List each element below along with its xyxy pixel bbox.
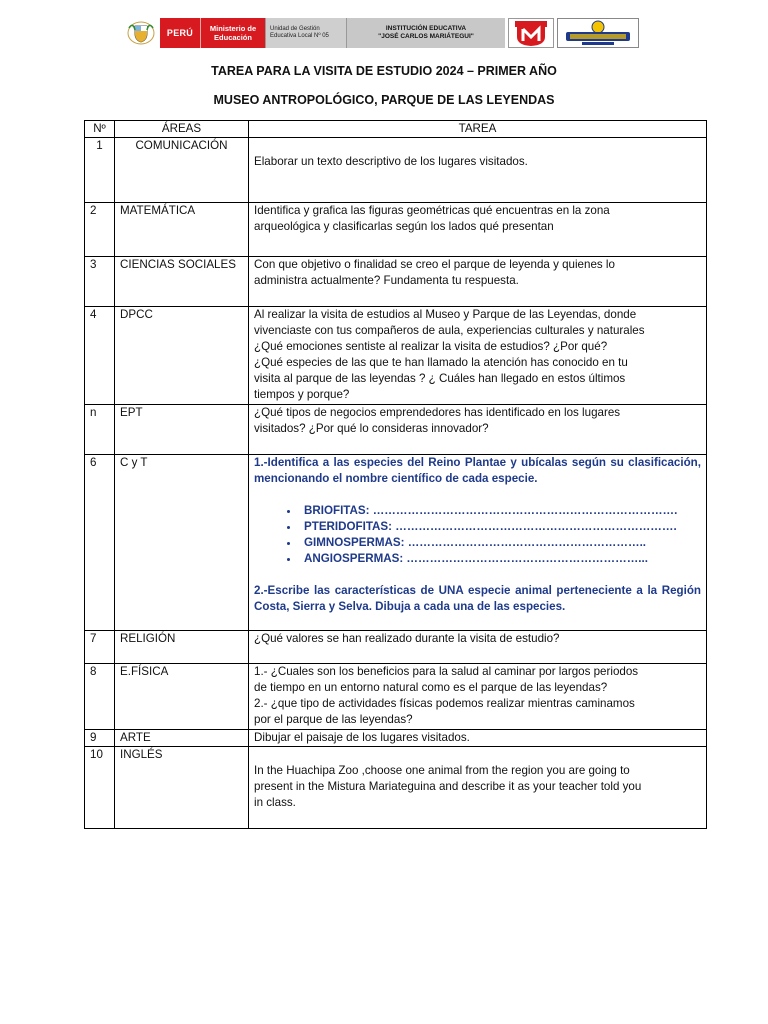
row-num: 10: [85, 747, 115, 829]
row-tarea: [249, 307, 707, 405]
table-row: [85, 455, 707, 631]
ie-line2: "JOSÉ CARLOS MARIÁTEGUI": [378, 33, 474, 40]
tarea-line: Con que objetivo o finalidad se creo el parque de leyenda y quienes lo: [254, 258, 615, 271]
peru-label: PERÚ: [160, 18, 200, 48]
row-num: 3: [85, 257, 115, 307]
table-row: [85, 307, 707, 405]
tarea-line: present in the Mistura Mariateguina and describe it as your teacher told you: [254, 780, 642, 793]
ministerio-label: [200, 18, 265, 48]
tarea-line: in class.: [254, 796, 296, 809]
row-area: MATEMÁTICA: [115, 203, 249, 257]
row-num: 2: [85, 203, 115, 257]
row-tarea: ¿Qué valores se han realizado durante la visita de estudio?: [249, 631, 707, 664]
page-subtitle: MUSEO ANTROPOLÓGICO, PARQUE DE LAS LEYENDAS: [213, 93, 555, 107]
row-tarea: Dibujar el paisaje de los lugares visitados.: [249, 730, 707, 747]
institucion-label: [346, 18, 505, 48]
row-tarea: [249, 664, 707, 730]
row-num: 1: [85, 138, 115, 203]
row-area: EPT: [115, 405, 249, 455]
cyt-question-2: 2.-Escribe las características de UNA especie animal perteneciente a la Región Costa, Sierra y Selva. Dibuja a cada una de las especies.: [254, 584, 701, 613]
tarea-line: Al realizar la visita de estudios al Museo y Parque de las Leyendas, donde: [254, 308, 637, 321]
row-area: RELIGIÓN: [115, 631, 249, 664]
tarea-line: administra actualmente? Fundamenta tu respuesta.: [254, 274, 519, 287]
list-item: • PTERIDOFITAS: ……………………………………………………………….: [300, 519, 701, 535]
table-row: [85, 405, 707, 455]
peru-coat-of-arms-icon: [122, 18, 160, 48]
tarea-line: visita al parque de las leyendas ? ¿ Cuáles han llegado en estos últimos: [254, 372, 626, 385]
plant-classification-list: [254, 503, 701, 567]
ugel-line2: Educativa Local Nº 05: [270, 33, 329, 39]
row-num: n: [85, 405, 115, 455]
ie-line1: INSTITUCIÓN EDUCATIVA: [385, 24, 467, 32]
header-banner: [122, 18, 639, 48]
tarea-line: 1.- ¿Cuales son los beneficios para la salud al caminar por largos periodos: [254, 665, 639, 678]
table-row: [85, 747, 707, 829]
row-area: ARTE: [115, 730, 249, 747]
ministerio-line2: Educación: [214, 33, 252, 42]
row-tarea: [249, 455, 707, 631]
table-row: [85, 257, 707, 307]
tarea-line: ¿Qué especies de las que te han llamado la atención has conocido en tu: [254, 356, 628, 369]
row-num: 7: [85, 631, 115, 664]
page-title: TAREA PARA LA VISITA DE ESTUDIO 2024 – PRIMER AÑO: [211, 64, 557, 78]
tarea-line: ¿Qué emociones sentiste al realizar la visita de estudios? ¿Por qué?: [254, 340, 608, 353]
row-tarea: [249, 257, 707, 307]
row-tarea: Elaborar un texto descriptivo de los lugares visitados.: [249, 138, 707, 203]
ugel-label: [265, 18, 346, 48]
cyt-question-1: 1.-Identifica a las especies del Reino Plantae y ubícalas según su clasificación, mencionando el nombre científico de cada especie.: [254, 456, 701, 485]
table-row: [85, 730, 707, 747]
row-num: 4: [85, 307, 115, 405]
tarea-line: vivenciaste con tus compañeros de aula, experiencias culturales y naturales: [254, 324, 645, 337]
tasks-table: [84, 120, 707, 829]
list-item: • ANGIOSPERMAS: ……………………………………………………...: [300, 551, 701, 567]
table-row: [85, 631, 707, 664]
school-shield-logo-icon: [508, 18, 554, 48]
tarea-line: tiempos y porque?: [254, 388, 350, 401]
table-row: [85, 138, 707, 203]
row-area: DPCC: [115, 307, 249, 405]
row-num: 9: [85, 730, 115, 747]
tarea-line: In the Huachipa Zoo ,choose one animal from the region you are going to: [254, 764, 630, 777]
row-area: E.FÍSICA: [115, 664, 249, 730]
table-row: [85, 664, 707, 730]
tarea-line: ¿Qué tipos de negocios emprendedores has identificado en los lugares: [254, 406, 621, 419]
row-area: C y T: [115, 455, 249, 631]
list-item: • BRIOFITAS: …………………………………………………………………….: [300, 503, 701, 519]
ministerio-line1: Ministerio de: [209, 24, 257, 33]
tarea-line: Identifica y grafica las figuras geométricas qué encuentras en la zona: [254, 204, 610, 217]
row-num: 8: [85, 664, 115, 730]
tarea-line: por el parque de las leyendas?: [254, 713, 413, 726]
table-header-row: [85, 121, 707, 138]
tarea-line: visitados? ¿Por qué lo consideras innovador?: [254, 422, 489, 435]
row-num: 6: [85, 455, 115, 631]
row-tarea: [249, 747, 707, 829]
tarea-line: de tiempo en un entorno natural como es el parque de las leyendas?: [254, 681, 608, 694]
row-tarea: [249, 405, 707, 455]
header-areas: ÁREAS: [115, 121, 249, 138]
tarea-line: 2.- ¿que tipo de actividades físicas podemos realizar mientras caminamos: [254, 697, 635, 710]
table-row: [85, 203, 707, 257]
list-item: • GIMNOSPERMAS: ……………………………………………………..: [300, 535, 701, 551]
row-area: COMUNICACIÓN: [115, 138, 249, 203]
row-area: INGLÉS: [115, 747, 249, 829]
campaign-logo-icon: [557, 18, 639, 48]
header-tarea: TAREA: [249, 121, 707, 138]
ugel-line1: Unidad de Gestión: [270, 25, 320, 32]
row-tarea: [249, 203, 707, 257]
header-num: Nº: [85, 121, 115, 138]
tarea-line: arqueológica y clasificarlas según los lados qué presentan: [254, 220, 554, 233]
row-area: CIENCIAS SOCIALES: [115, 257, 249, 307]
